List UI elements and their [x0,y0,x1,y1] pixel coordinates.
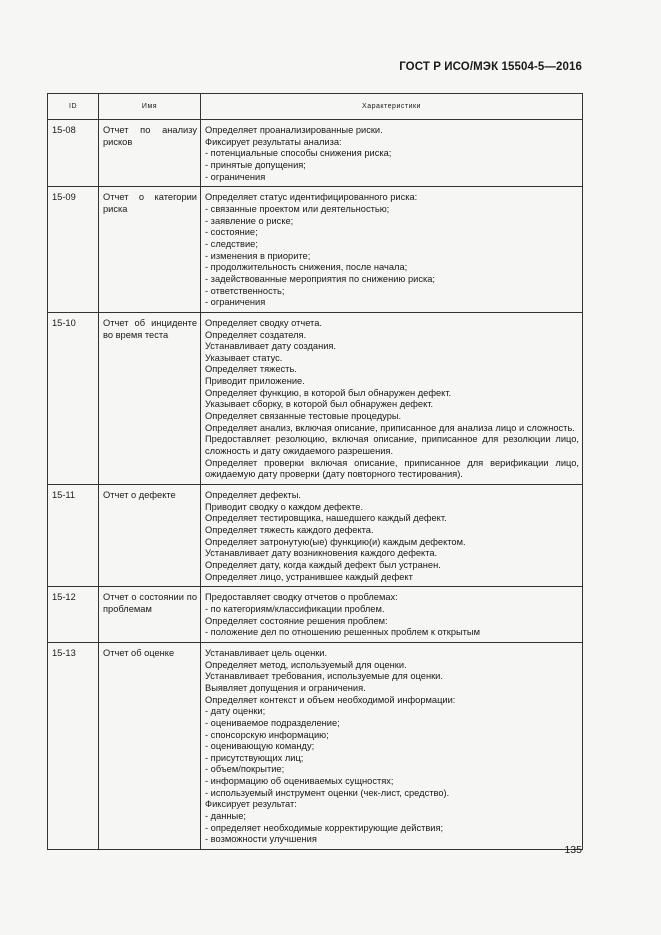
characteristic-line: - изменения в приорите; [205,250,311,261]
characteristic-line: Определяет состояние решения проблем: [205,615,388,626]
characteristic-line: Определяет сводку отчета. [205,317,322,328]
table-row [48,120,583,187]
characteristic-line: - потенциальные способы снижения риска; [205,148,392,159]
characteristic-line: - определяет необходимые корректирующие действия; [205,822,444,833]
characteristic-line: Выявляет допущения и ограничения. [205,682,366,693]
characteristic-line: Приводит сводку о каждом дефекте. [205,501,364,512]
row-characteristics [201,485,583,587]
column-header-id: ID [48,94,99,120]
characteristic-line: Определяет проверки включая описание, приписанное для верификации лицо, ожидаемую дату проверки (дату повторного тестирования). [205,457,579,480]
table-row [48,312,583,484]
characteristic-line: Определяет анализ, включая описание, приписанное для анализа лицо и сложность. [205,422,575,433]
column-header-name: Имя [99,94,201,120]
characteristic-line: - спонсорскую информацию; [205,729,329,740]
characteristic-line: Определяет тяжесть каждого дефекта. [205,525,374,535]
characteristic-line: - следствие; [205,238,258,249]
characteristic-line: Определяет дефекты. [205,490,301,501]
characteristic-line: - оцениваемое подразделение; [205,717,340,728]
row-id: 15-10 [48,312,99,484]
table-body [48,120,583,850]
page-header-standard: ГОСТ Р ИСО/МЭК 15504-5—2016 [399,61,582,73]
characteristic-line: Фиксирует результаты анализа: [205,136,342,147]
characteristic-line: - продолжительность снижения, после начала; [205,262,408,273]
row-name: Отчет об инциденте во время теста [99,312,201,484]
table-header-row [48,94,583,120]
table-row [48,187,583,313]
row-id: 15-09 [48,187,99,313]
row-id: 15-12 [48,587,99,643]
characteristic-line: - дату оценки; [205,706,266,717]
row-id: 15-08 [48,120,99,187]
table-row [48,485,583,587]
characteristic-line: Указывает статус. [205,352,283,363]
characteristic-line: Определяет затронутую(ые) функцию(и) каждым дефектом. [205,536,466,547]
row-name: Отчет о состоянии по проблемам [99,587,201,643]
characteristic-line: - ограничения [205,297,266,308]
characteristic-line: Устанавливает требования, используемые для оценки. [205,671,443,682]
characteristic-line: - задействованные мероприятия по снижению риска; [205,273,435,284]
characteristic-line: - данные; [205,811,246,822]
characteristic-line: - принятые допущения; [205,159,306,170]
characteristic-line: - присутствующих лиц; [205,752,304,763]
characteristic-line: - положение дел по отношению решенных проблем к открытым [205,627,480,638]
row-characteristics [201,587,583,643]
characteristic-line: - состояние; [205,227,258,238]
row-name: Отчет о дефекте [99,485,201,587]
characteristic-line: - заявление о риске; [205,215,294,226]
row-characteristics [201,120,583,187]
row-name: Отчет об оценке [99,642,201,849]
row-id: 15-11 [48,485,99,587]
characteristic-line: Устанавливает цель оценки. [205,647,328,658]
characteristic-line: Определяет контекст и объем необходимой информации: [205,694,456,705]
characteristic-line: - возможности улучшения [205,834,317,845]
characteristic-line: Фиксирует результат: [205,799,297,810]
characteristic-line: Устанавливает дату создания. [205,341,337,352]
characteristic-line: - используемый инструмент оценки (чек-лист, средство). [205,787,450,798]
row-name: Отчет по анализу рисков [99,120,201,187]
characteristic-line: - по категориям/классификации проблем. [205,603,385,614]
row-characteristics [201,642,583,849]
characteristic-line: Предоставляет сводку отчетов о проблемах: [205,592,398,603]
row-id: 15-13 [48,642,99,849]
characteristic-line: Определяет тяжесть. [205,364,297,375]
characteristics-table [47,93,583,850]
characteristic-line: Определяет тестировщика, нашедшего каждый дефект. [205,513,447,524]
characteristic-line: - информацию об оцениваемых сущностях; [205,776,394,787]
row-characteristics [201,187,583,313]
characteristic-line: Определяет метод, используемый для оценки. [205,659,407,670]
table-row [48,587,583,643]
characteristic-line: Определяет функцию, в которой был обнаружен дефект. [205,387,452,398]
characteristic-line: Определяет создателя. [205,329,307,340]
characteristic-line: Определяет проанализированные риски. [205,125,383,135]
characteristic-line: - ответственность; [205,285,285,296]
row-characteristics [201,312,583,484]
characteristic-line: Устанавливает дату возникновения каждого дефекта. [205,548,438,559]
characteristic-line: Указывает сборку, в которой был обнаружен дефект. [205,399,434,410]
characteristic-line: Предоставляет резолюцию, включая описание, приписанное для резолюции лицо, сложность и дату ожидаемого разрешения. [205,434,579,457]
characteristic-line: Определяет статус идентифицированного риска: [205,192,418,203]
row-name: Отчет о категории риска [99,187,201,313]
characteristic-line: - ограничения [205,171,266,182]
characteristic-line: Определяет лицо, устранившее каждый дефект [205,571,413,582]
page-number: 135 [564,844,582,856]
characteristic-line: - объем/покрытие; [205,764,285,775]
characteristic-line: Приводит приложение. [205,376,305,387]
characteristic-line: - оценивающую команду; [205,741,315,752]
characteristic-line: Определяет связанные тестовые процедуры. [205,411,402,422]
column-header-characteristics: Характеристики [201,94,583,120]
table-row [48,642,583,849]
characteristic-line: - связанные проектом или деятельностью; [205,203,390,214]
characteristic-line: Определяет дату, когда каждый дефект был устранен. [205,559,441,570]
